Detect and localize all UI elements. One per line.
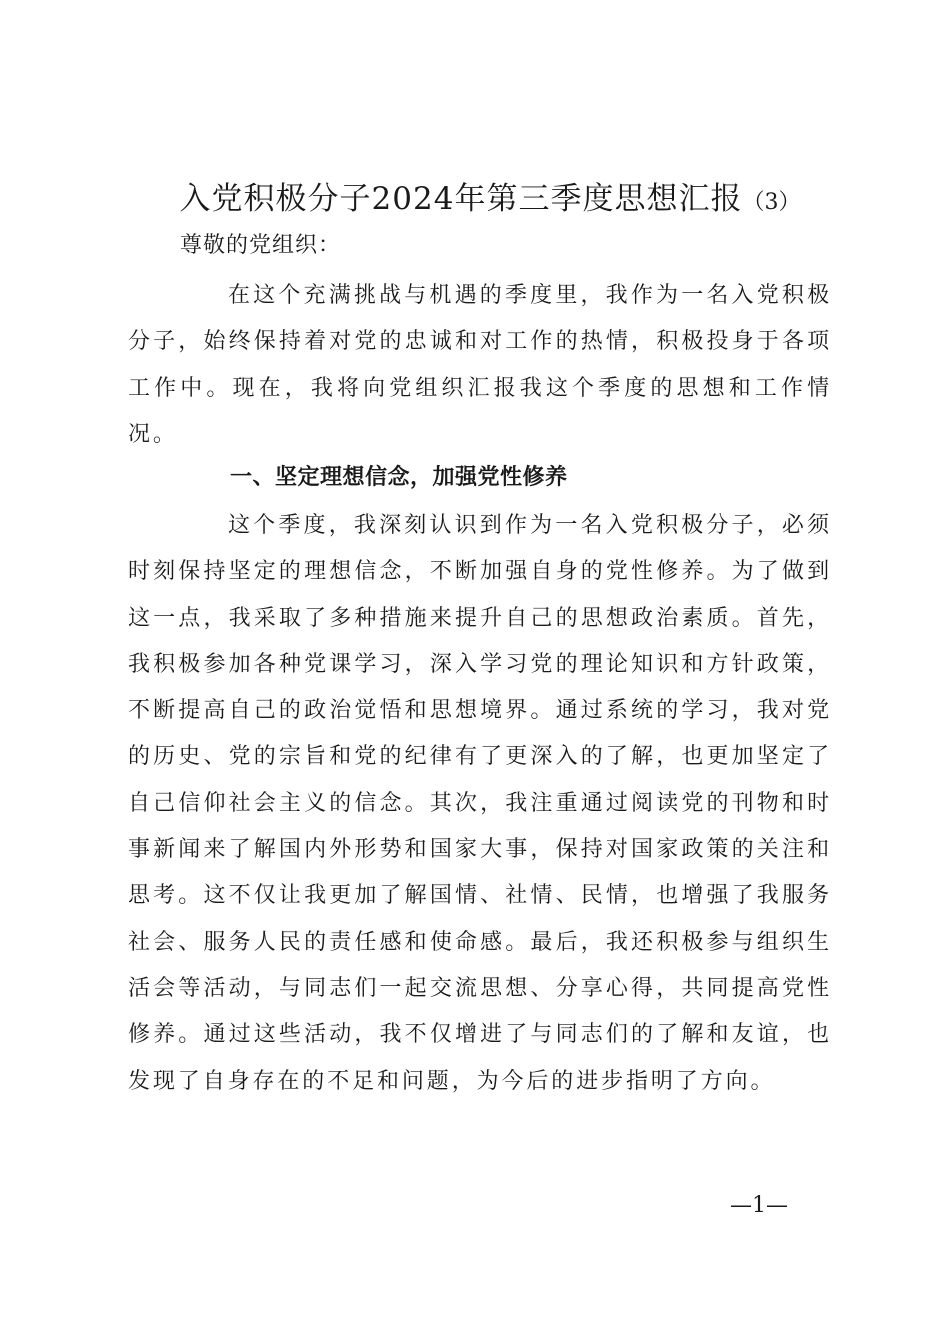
intro-paragraph: 在这个充满挑战与机遇的季度里，我作为一名入党积极分子，始终保持着对党的忠诚和对工作的热情，积极投身于各项工作中。现在，我将向党组织汇报我这个季度的思想和工作情况。 [128,283,832,447]
title-main: 入党积极分子2024年第三季度思想汇报 [179,181,743,217]
section-heading: 一、坚定理想信念，加强党性修养 [230,465,568,490]
section-paragraph: 这个季度，我深刻认识到作为一名入党积极分子，必须时刻保持坚定的理想信念，不断加强自身的党性修养。为了做到这一点，我采取了多种措施来提升自己的思想政治素质。首先，我积极参加各种党课学习，深入学习党的理论知识和方针政策，不断提高自己的政治觉悟和思想境界。通过系统的学习，我对党的历史、党的宗旨和党的纪律有了更深入的了解，也更加坚定了自己信仰社会主义的信念。其次，我注重通过阅读党的刊物和时事新闻来了解国内外形势和国家大事，保持对国家政策的关注和思考。这不仅让我更加了解国情、社情、民情，也增强了我服务社会、服务人民的责任感和使命感。最后，我还积极参与组织生活会等活动，与同志们一起交流思想、分享心得，共同提高党性修养。通过这些活动，我不仅增进了与同志们的了解和友谊，也发现了自身存在的不足和问题，为今后的进步指明了方向。 [128,513,832,1094]
title-suffix: （3） [742,190,801,215]
page-number: —1— [730,1193,788,1218]
document-title [110,176,870,226]
salutation: 尊敬的党组织： [180,233,342,258]
